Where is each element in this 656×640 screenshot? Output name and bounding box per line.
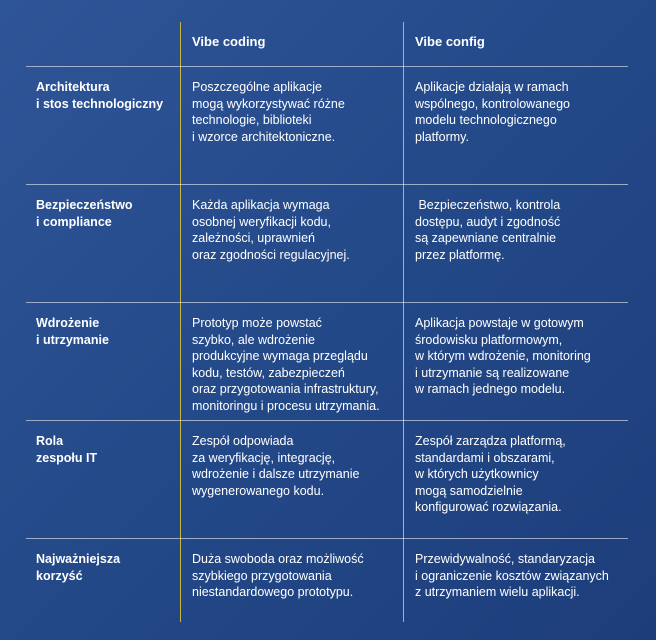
row-divider-2 [26, 302, 628, 303]
cell-architecture-vibe-coding: Poszczególne aplikacje mogą wykorzystywać różne technologie, biblioteki i wzorce architektoniczne. [192, 80, 345, 144]
cell-security-vibe-coding: Każda aplikacja wymaga osobnej weryfikacji kodu, zależności, uprawnień oraz zgodności regulacyjnej. [192, 198, 350, 262]
row-divider-header [26, 66, 628, 67]
row-label-architecture: Architektura i stos technologiczny [36, 80, 164, 111]
row-divider-1 [26, 184, 628, 185]
cell-architecture-vibe-config: Aplikacje działają w ramach wspólnego, kontrolowanego modelu technologicznego platformy. [415, 80, 570, 144]
cell-benefit-vibe-coding: Duża swoboda oraz możliwość szybkiego przygotowania niestandardowego prototypu. [192, 552, 364, 599]
cell-it-team-vibe-coding: Zespół odpowiada za weryfikację, integrację, wdrożenie i dalsze utrzymanie wygenerowanego kodu. [192, 434, 360, 498]
cell-deployment-vibe-coding: Prototyp może powstać szybko, ale wdrożenie produkcyjne wymaga przeglądu kodu, testów, zabezpieczeń oraz przygotowania infrastruktury, monitoringu i procesu utrzymania. [192, 316, 380, 413]
cell-deployment-vibe-config: Aplikacja powstaje w gotowym środowisku platformowym, w którym wdrożenie, monitoring i utrzymanie są realizowane w ramach jednego modelu. [415, 316, 591, 396]
cell-security-vibe-config: Bezpieczeństwo, kontrola dostępu, audyt i zgodność są zapewniane centralnie przez platformę. [415, 198, 561, 262]
cell-benefit-vibe-config: Przewidywalność, standaryzacja i ograniczenie kosztów związanych z utrzymaniem wielu aplikacji. [415, 552, 609, 599]
row-label-main-benefit: Najważniejsza korzyść [36, 552, 121, 583]
column-divider-2 [403, 22, 404, 622]
row-label-deployment: Wdrożenie i utrzymanie [36, 316, 109, 347]
row-divider-4 [26, 538, 628, 539]
header-vibe-coding: Vibe coding [192, 34, 266, 49]
cell-it-team-vibe-config: Zespół zarządza platformą, standardami i obszarami, w których użytkownicy mogą samodzielnie konfigurować rozwiązania. [415, 434, 566, 514]
column-divider-1 [180, 22, 181, 622]
row-label-security: Bezpieczeństwo i compliance [36, 198, 133, 229]
header-vibe-config: Vibe config [415, 34, 485, 49]
row-divider-3 [26, 420, 628, 421]
row-label-it-team-role: Rola zespołu IT [36, 434, 98, 465]
